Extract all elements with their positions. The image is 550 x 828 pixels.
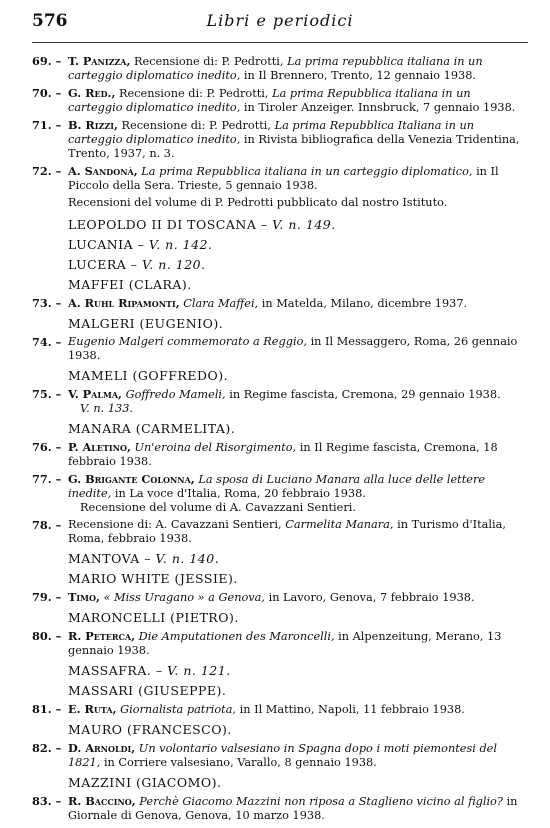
entry-number: 72. –: [32, 164, 62, 178]
entry-82: [32, 741, 528, 770]
entry-number: 80. –: [32, 629, 62, 643]
entry-title: Perchè Giacomo Mazzini non riposa a Staglieno vicino al figlio?: [139, 795, 503, 808]
entry-source: in Lavoro, Genova, 7 febbraio 1938.: [268, 591, 475, 604]
entry-author: E. Ruta,: [68, 702, 117, 716]
entry-author: Timo,: [68, 590, 100, 604]
entry-70: [32, 86, 528, 115]
bibliography-list: [32, 54, 528, 826]
entry-prefix: Recensione di: P. Pedrotti,: [119, 87, 269, 100]
subject-heading: [32, 278, 528, 292]
entry-title: Clara Maffei,: [183, 297, 259, 310]
entry-author: T. Panizza,: [68, 54, 131, 68]
entry-title: La prima repubblica italiana in un carteggio diplomatico inedito,: [68, 55, 483, 82]
entry-source: in Matelda, Milano, dicembre 1937.: [261, 297, 468, 310]
subject-heading: [32, 552, 528, 566]
entry-author: G. Red.,: [68, 86, 116, 100]
cross-reference: – V. n. 140.: [144, 551, 220, 566]
entry-number: 82. –: [32, 741, 62, 755]
entry-number: 81. –: [32, 702, 62, 716]
entry-78: [32, 518, 528, 546]
subject-heading: [32, 369, 528, 383]
entry-number: 76. –: [32, 440, 62, 454]
entry-title: Goffredo Mameli,: [125, 388, 226, 401]
entry-number: 79. –: [32, 590, 62, 604]
entry-source: in Il Piccolo della Sera. Trieste, 5 gennaio 1938.: [68, 165, 499, 192]
entry-note: Recensione del volume di A. Cavazzani Sentieri.: [80, 501, 356, 514]
entry-source: in Il Messaggero, Roma, 26 gennaio 1938.: [68, 335, 518, 362]
entry-number: 69. –: [32, 54, 62, 68]
cross-reference: – V. n. 120.: [130, 257, 206, 272]
page-header: [32, 11, 528, 36]
heading-name: MASSAFRA.: [68, 663, 152, 678]
entry-title: Un volontario valsesiano in Spagna dopo i moti piemontesi del 1821,: [68, 742, 497, 769]
entry-79: [32, 590, 528, 605]
header-rule: [32, 42, 528, 43]
entry-source: in Il Regime fascista, Cremona, 18 febbraio 1938.: [68, 441, 498, 468]
entry-title: La sposa di Luciano Manara alla luce delle lettere inedite,: [68, 473, 486, 500]
heading-name: MALGERI (EUGENIO).: [68, 316, 224, 331]
entry-note: Recensioni del volume di P. Pedrotti pubblicato dal nostro Istituto.: [68, 196, 448, 209]
cross-reference: V. n. 133.: [80, 402, 133, 415]
subject-heading: [32, 317, 528, 331]
subject-heading: [32, 664, 528, 678]
entry-author: R. Baccino,: [68, 794, 136, 808]
entry-number: 73. –: [32, 296, 62, 310]
entry-source: in Il Mattino, Napoli, 11 febbraio 1938.: [239, 703, 465, 716]
entry-source: in Alpenzeitung, Merano, 13 gennaio 1938.: [68, 630, 502, 657]
subject-heading: [32, 572, 528, 586]
cross-reference: – V. n. 142.: [137, 237, 213, 252]
heading-name: LUCERA: [68, 257, 127, 272]
running-title: Libri e periodici: [206, 11, 354, 30]
entry-author: P. Aletino,: [68, 440, 131, 454]
heading-name: MAZZINI (GIACOMO).: [68, 775, 222, 790]
entry-69: [32, 54, 528, 83]
entry-title: La prima Repubblica Italiana in un carteggio diplomatico inedito,: [68, 119, 475, 146]
entry-77: [32, 472, 528, 515]
entry-author: R. Peterca,: [68, 629, 136, 643]
heading-name: MAURO (FRANCESCO).: [68, 722, 232, 737]
entry-prefix: Recensione di: P. Pedrotti,: [121, 119, 271, 132]
entry-prefix: Recensione di: A. Cavazzani Sentieri,: [68, 518, 282, 531]
entry-title: Un'eroina del Risorgimento,: [134, 441, 297, 454]
entry-title: Giornalista patriota,: [120, 703, 237, 716]
cross-reference: – V. n. 149.: [260, 217, 336, 232]
entry-number: 77. –: [32, 472, 62, 486]
subject-heading: [32, 611, 528, 625]
entry-author: A. Ruhl Ripamonti,: [68, 296, 180, 310]
entry-74: [32, 335, 528, 363]
cross-reference: – V. n. 121.: [155, 663, 231, 678]
entry-title: Die Amputationen des Maroncelli,: [138, 630, 335, 643]
entry-73: [32, 296, 528, 311]
entry-75: [32, 387, 528, 416]
entry-title: La prima Repubblica italiana in un carteggio diplomatico,: [141, 165, 473, 178]
entry-81: [32, 702, 528, 717]
entry-title: Carmelita Manara,: [285, 518, 394, 531]
heading-name: LUCANIA: [68, 237, 134, 252]
entry-source: in Turismo d'Italia, Roma, febbraio 1938.: [68, 518, 506, 545]
entry-number: 70. –: [32, 86, 62, 100]
subject-heading: [32, 238, 528, 252]
entry-title: Eugenio Malgeri commemorato a Reggio,: [68, 335, 307, 348]
entry-title: « Miss Uragano » a Genova,: [103, 591, 265, 604]
entry-72: [32, 164, 528, 193]
heading-name: MANTOVA: [68, 551, 140, 566]
entry-prefix: Recensione di: P. Pedrotti,: [134, 55, 284, 68]
entry-source: in La voce d'Italia, Roma, 20 febbraio 1938.: [114, 487, 366, 500]
subject-heading: [32, 723, 528, 737]
entry-author: D. Arnoldi,: [68, 741, 136, 755]
heading-name: MARIO WHITE (JESSIE).: [68, 571, 238, 586]
subject-heading: [32, 258, 528, 272]
entry-number: 78. –: [32, 518, 62, 532]
entry-source: in Rivista bibliografica della Venezia Tridentina, Trento, 1937, n. 3.: [68, 133, 520, 160]
heading-name: MAMELI (GOFFREDO).: [68, 368, 229, 383]
entry-author: V. Palma,: [68, 387, 122, 401]
entry-71: [32, 118, 528, 161]
entry-number: 74. –: [32, 335, 62, 349]
page-number: 576: [32, 11, 68, 31]
entry-author: A. Sandonà,: [68, 164, 138, 178]
entry-83: [32, 794, 528, 823]
entry-source: in Giornale di Genova, Genova, 10 marzo 1938.: [68, 795, 518, 822]
entry-number: 71. –: [32, 118, 62, 132]
heading-name: LEOPOLDO II DI TOSCANA: [68, 217, 257, 232]
entry-author: G. Brigante Colonna,: [68, 472, 195, 486]
subject-heading: [32, 422, 528, 436]
entry-author: B. Rizzi,: [68, 118, 118, 132]
subject-heading: [32, 776, 528, 790]
entry-source: in Il Brennero, Trento, 12 gennaio 1938.: [243, 69, 477, 82]
heading-name: MANARA (CARMELITA).: [68, 421, 236, 436]
entry-title: La prima Repubblica italiana in un carteggio diplomatico inedito,: [68, 87, 471, 114]
entry-76: [32, 440, 528, 469]
subject-heading: [32, 218, 528, 232]
entry-80: [32, 629, 528, 658]
heading-name: MASSARI (GIUSEPPE).: [68, 683, 227, 698]
heading-name: MARONCELLI (PIETRO).: [68, 610, 239, 625]
entry-source: in Regime fascista, Cremona, 29 gennaio 1938.: [229, 388, 501, 401]
entry-source: in Corriere valsesiano, Varallo, 8 gennaio 1938.: [103, 756, 377, 769]
entry-source: in Tiroler Anzeiger. Innsbruck, 7 gennaio 1938.: [243, 101, 516, 114]
subject-heading: [32, 684, 528, 698]
heading-name: MAFFEI (CLARA).: [68, 277, 192, 292]
entry-number: 75. –: [32, 387, 62, 401]
entry-number: 83. –: [32, 794, 62, 808]
